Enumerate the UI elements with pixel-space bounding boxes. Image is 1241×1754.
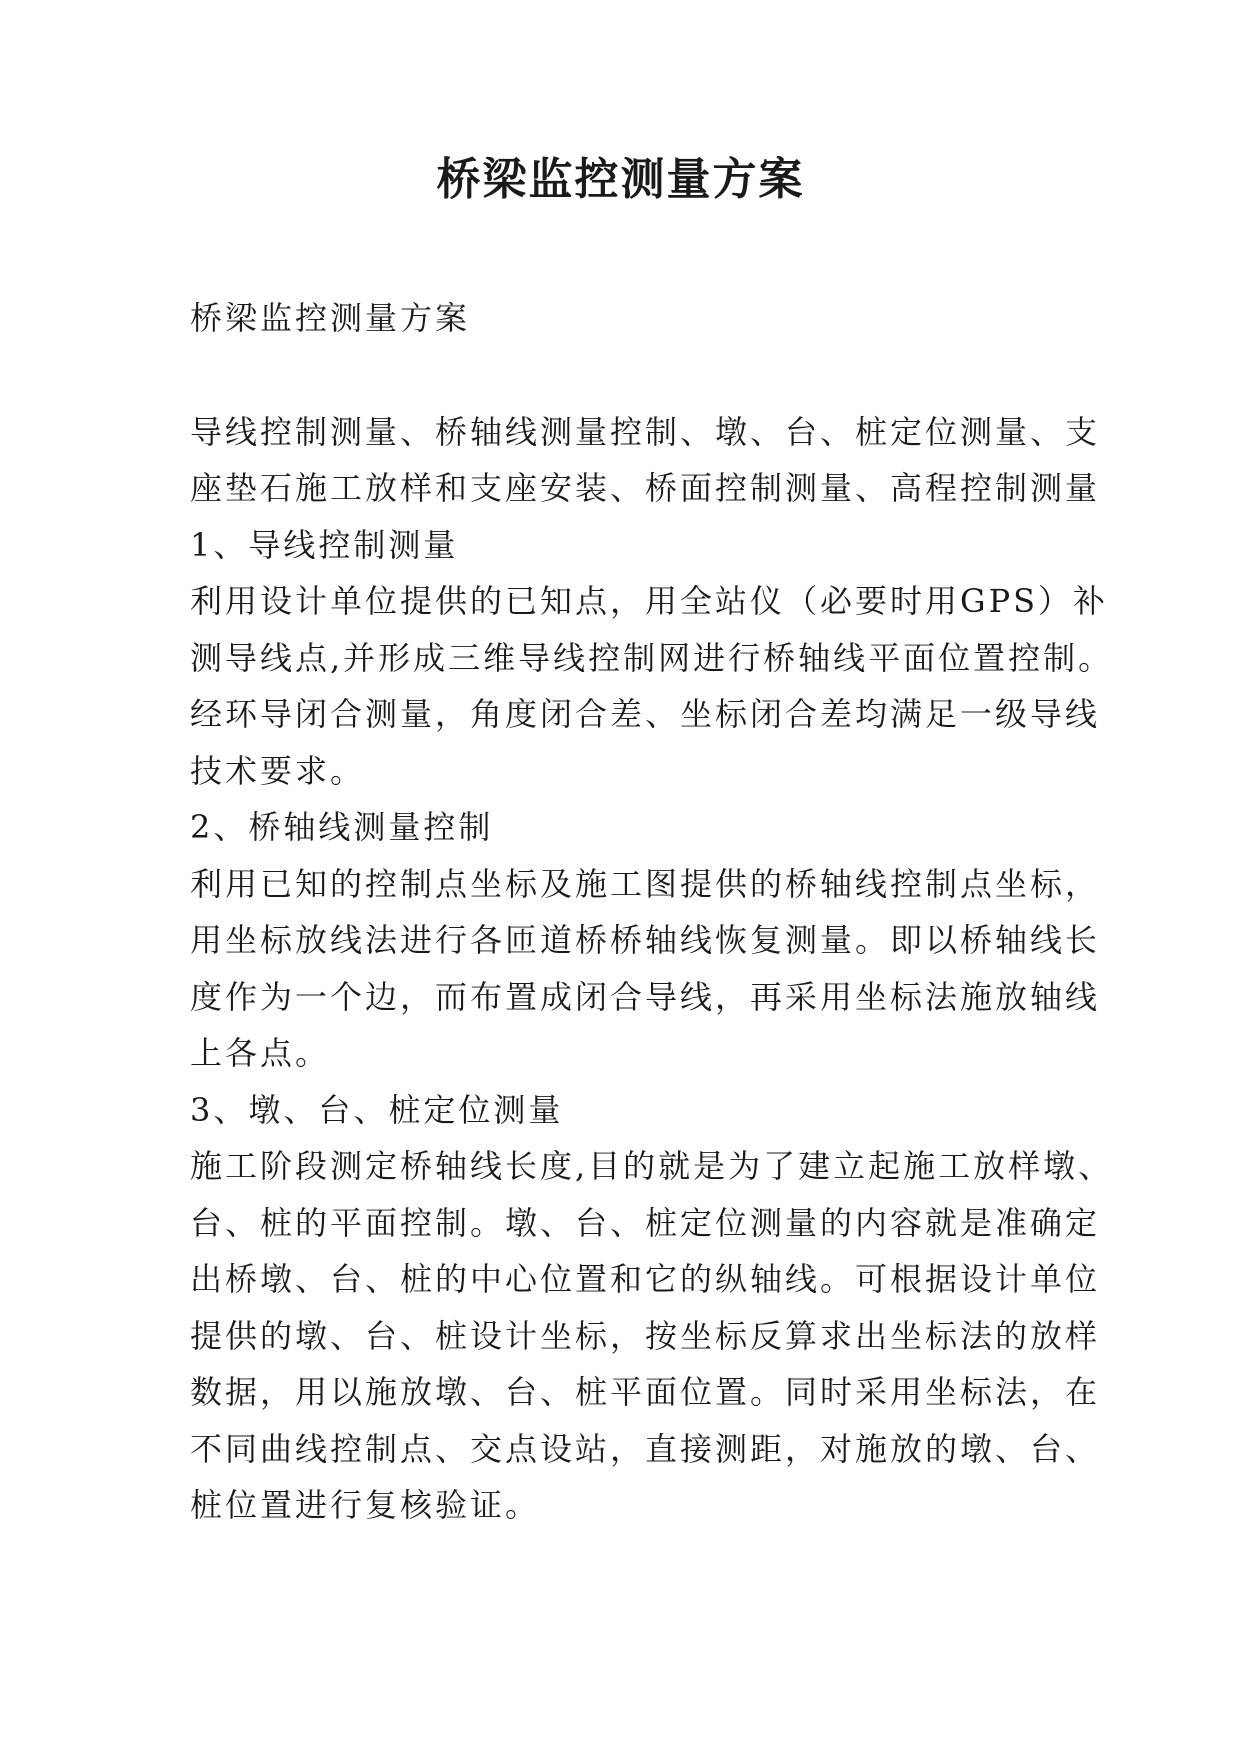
section-heading-2: 2、桥轴线测量控制 (190, 808, 494, 846)
section-heading-3: 3、墩、台、桩定位测量 (190, 1090, 564, 1129)
document-body (190, 290, 1114, 1534)
text-line: 座垫石施工放样和支座安装、桥面控制测量、高程控制测量 (190, 469, 1101, 507)
text-line: 技术要求。 (190, 751, 366, 790)
text-line: 经环导闭合测量，角度闭合差、坐标闭合差均满足一级导线 (190, 695, 1101, 733)
text-line: 提供的墩、台、桩设计坐标，按坐标反算求出坐标法的放样 (190, 1316, 1101, 1355)
document-title: 桥梁监控测量方案 (436, 154, 805, 205)
text-line: 度作为一个边，而布置成闭合导线，再采用坐标法施放轴线 (190, 977, 1101, 1016)
document-subtitle: 桥梁监控测量方案 (190, 299, 471, 337)
text-line: 施工阶段测定桥轴线长度,目的就是为了建立起施工放样墩、 (190, 1147, 1114, 1185)
text-line: 用坐标放线法进行各匝道桥桥轴线恢复测量。即以桥轴线长 (190, 921, 1101, 959)
text-line: 利用已知的控制点坐标及施工图提供的桥轴线控制点坐标， (190, 864, 1101, 903)
text-line: 上各点。 (190, 1034, 331, 1072)
text-line: 测导线点,并形成三维导线控制网进行桥轴线平面位置控制。 (190, 638, 1114, 677)
text-line: 桩位置进行复核验证。 (190, 1486, 541, 1524)
text-line: 数据，用以施放墩、台、桩平面位置。同时采用坐标法，在 (190, 1373, 1101, 1411)
text-line: 台、桩的平面控制。墩、台、桩定位测量的内容就是准确定 (190, 1203, 1101, 1242)
text-line: 导线控制测量、桥轴线测量控制、墩、台、桩定位测量、支 (190, 412, 1101, 451)
text-line: 不同曲线控制点、交点设站，直接测距，对施放的墩、台、 (190, 1429, 1101, 1468)
text-line: 利用设计单位提供的已知点，用全站仪（必要时用GPS）补 (190, 582, 1109, 620)
text-line: 出桥墩、台、桩的中心位置和它的纵轴线。可根据设计单位 (190, 1260, 1101, 1298)
section-heading-1: 1、导线控制测量 (190, 525, 459, 564)
